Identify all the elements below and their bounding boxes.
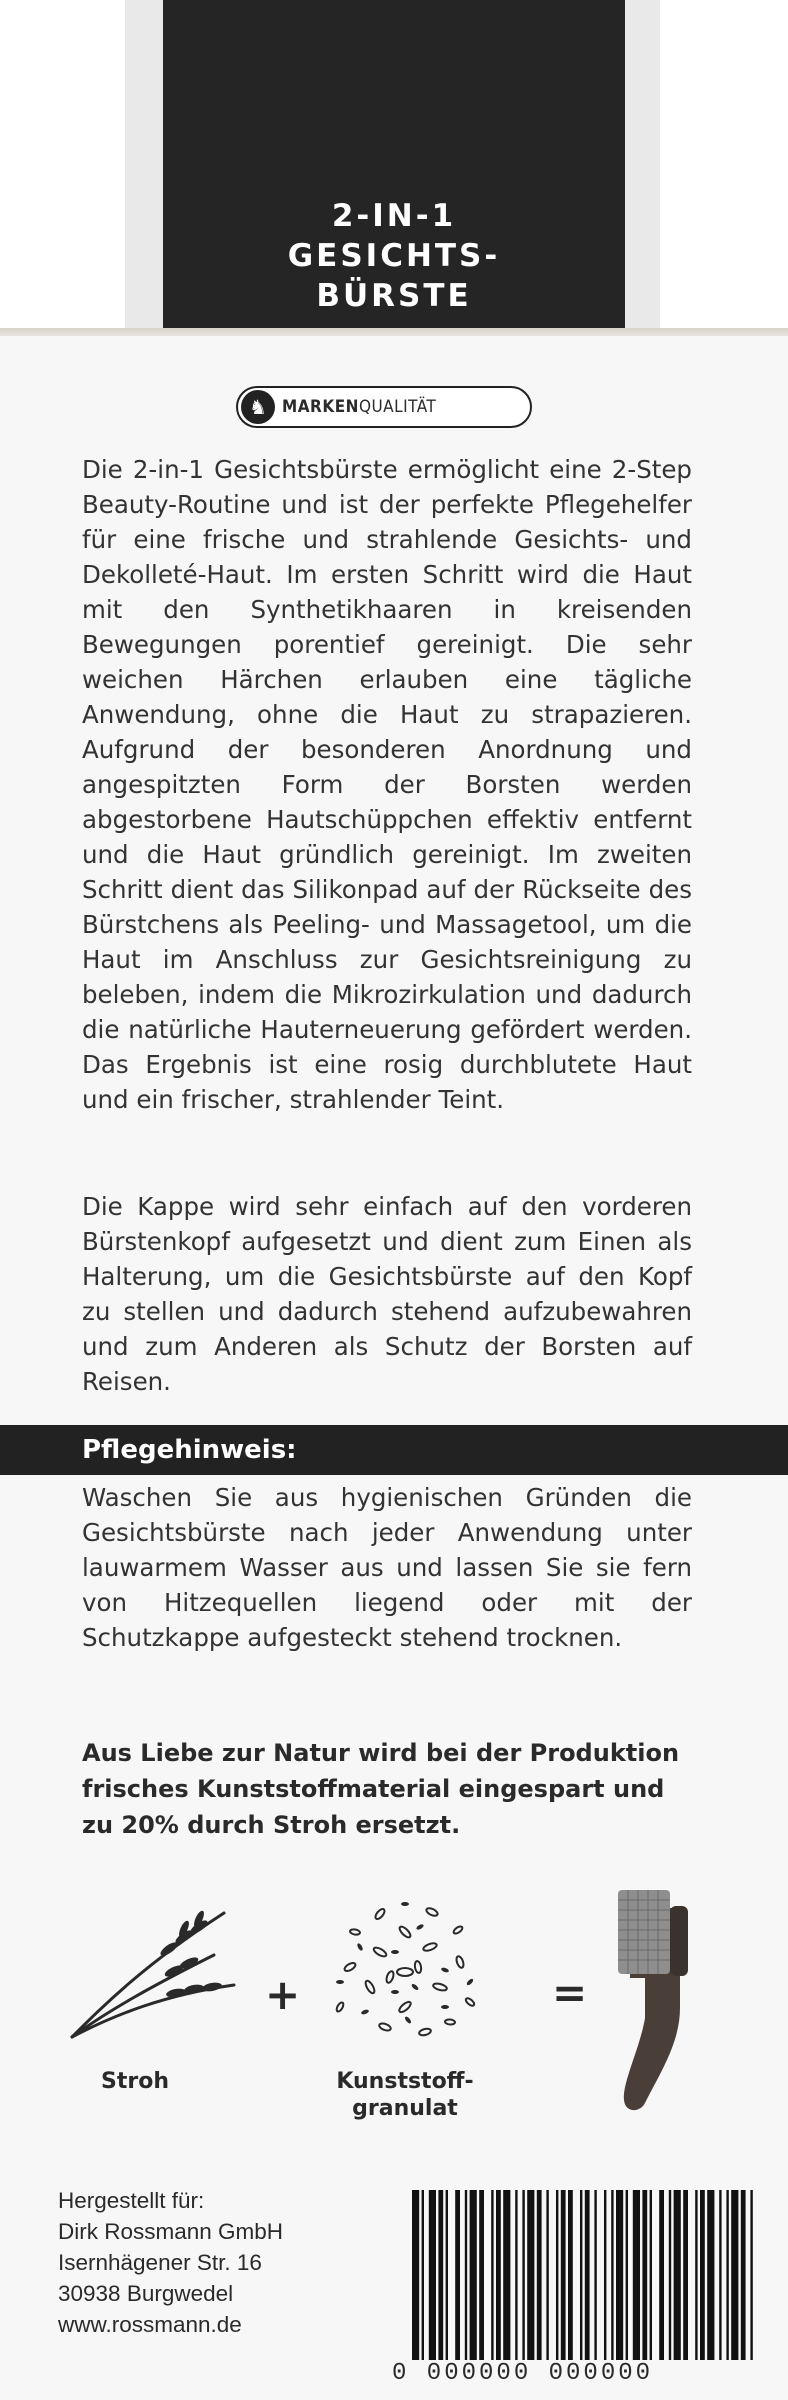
address-street: Isernhägener Str. 16 xyxy=(58,2250,262,2275)
care-instructions: Waschen Sie aus hygienischen Gründen die Gesichtsbürste nach jeder Anwendung unter lauwarmem Wasser aus und lassen Sie sie fern von Hitzequellen liegend oder mit der Schutzkappe aufgesteckt stehend trocknen. xyxy=(82,1483,692,1652)
product-title xyxy=(163,196,625,316)
plastic-granulate-icon xyxy=(320,1892,490,2052)
address-city: 30938 Burgwedel xyxy=(58,2281,234,2306)
granulate-label-line-1: Kunststoff- xyxy=(336,2069,474,2094)
equals-sign: = xyxy=(552,1968,588,2017)
granulate-label-line-2: granulat xyxy=(352,2096,458,2121)
barcode-digits: 0 000000 000000 xyxy=(392,2360,772,2387)
product-title-line-1: 2-IN-1 xyxy=(331,198,457,234)
product-title-line-3: BÜRSTE xyxy=(316,278,472,314)
marken-qualitaet-badge xyxy=(236,386,532,428)
badge-label-bold: MARKEN xyxy=(282,397,359,417)
horse-rider-icon: ♞ xyxy=(241,390,275,424)
plus-sign: + xyxy=(265,1970,301,2019)
straw-wheat-icon xyxy=(64,1905,244,2045)
badge-label-regular: QUALITÄT xyxy=(358,397,437,417)
cap-description: Die Kappe wird sehr einfach auf den vorderen Bürstenkopf aufgesetzt und dient zum Einen als Halterung, um die Gesichtsbürste auf den Kopf zu stellen und dadurch stehend aufzubewahren und zum Anderen als Schutz der Borsten auf Reisen. xyxy=(82,1192,692,1396)
barcode xyxy=(392,2180,772,2390)
product-title-line-2: GESICHTS- xyxy=(287,238,501,274)
granulate-label xyxy=(305,2068,505,2122)
care-heading: Pflegehinweis: xyxy=(82,1435,297,1465)
badge-label xyxy=(282,397,436,417)
manufacturer-address xyxy=(58,2185,283,2340)
address-company: Dirk Rossmann GmbH xyxy=(58,2219,284,2244)
address-intro: Hergestellt für: xyxy=(58,2188,205,2213)
straw-label: Stroh xyxy=(101,2069,169,2094)
eco-statement: Aus Liebe zur Natur wird bei der Produktion frisches Kunststoffmaterial eingespart und zu 20% durch Stroh ersetzt. xyxy=(82,1739,680,1839)
product-description: Die 2-in-1 Gesichtsbürste ermöglicht eine 2-Step Beauty-Routine und ist der perfekte Pflegehelfer für eine frische und strahlende Gesichts- und Dekolleté-Haut. Im ersten Schritt wird die Haut mit den Synthetikhaaren in kreisenden Bewegungen porentief gereinigt. Die sehr weichen Härchen erlauben eine tägliche Anwendung, ohne die Haut zu strapazieren. Aufgrund der besonderen Anordnung und angespitzten Form der Borsten werden abgestorbene Hautschüppchen effektiv entfernt und die Haut gründlich gereinigt. Im zweiten Schritt dient das Silikonpad auf der Rückseite des Bürstchens als Peeling- und Massagetool, um die Haut im Anschluss zur Gesichtsreinigung zu beleben, indem die Mikrozirkulation und dadurch die natürliche Hauterneuerung gefördert werden. Das Ergebnis ist eine rosig durchblutete Haut und ein frischer, strahlender Teint. xyxy=(82,455,692,1114)
face-brush-icon xyxy=(600,1868,720,2128)
address-website: www.rossmann.de xyxy=(58,2312,242,2337)
